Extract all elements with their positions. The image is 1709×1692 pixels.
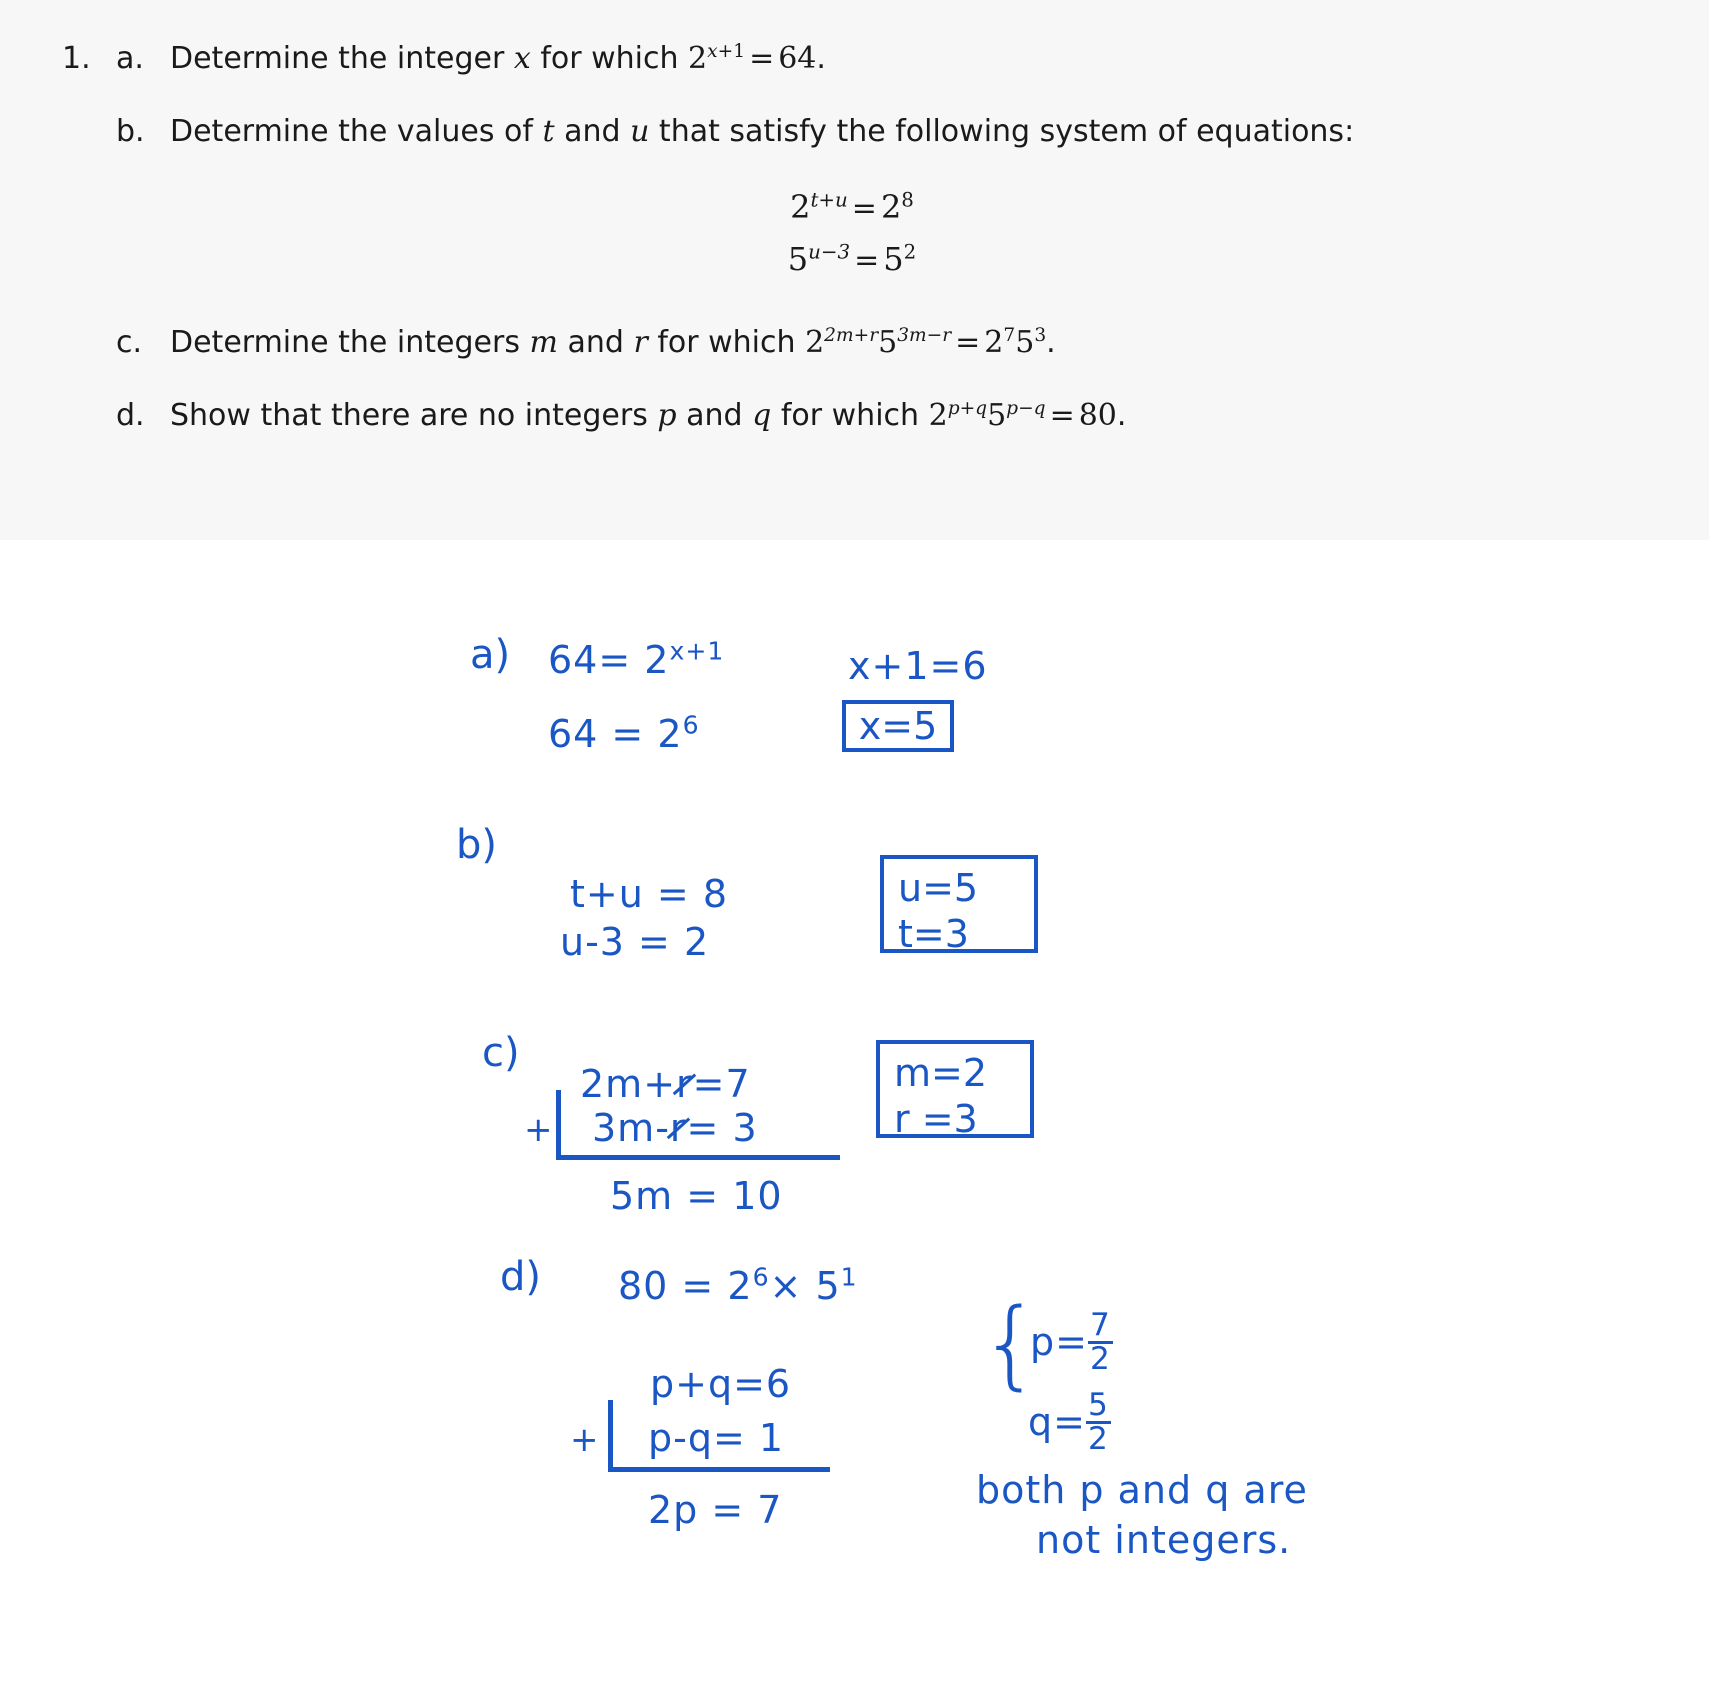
problem-text-c: Determine the integers m and r for which $2^{2m+r}5^{3m-r} = 2^75^3$.: [170, 324, 1056, 360]
problem-text-b: Determine the values of t and u that satisfy the following system of equations:: [170, 114, 1355, 149]
fraction-q-numerator: 5: [1087, 1387, 1109, 1423]
handwritten-a-line1: $64= 2^{x+1}$: [548, 636, 725, 682]
system-equation-1: $2^{t+u} = 2^8$: [790, 188, 914, 226]
problem-letter-d: d.: [116, 397, 145, 433]
fraction-q-denominator: 2: [1087, 1421, 1109, 1458]
handwritten-c-plus: +: [524, 1110, 553, 1150]
problem-text-a: Determine the integer x for which $2^{x+1} = 64$.: [170, 41, 826, 76]
system-of-equations: [62, 182, 1642, 286]
answer-box-a: x=5: [842, 700, 954, 752]
fraction-p: [1088, 1307, 1113, 1378]
problem-text-d: Show that there are no integers p and q for which $2^{p+q}5^{p-q} = 80$.: [170, 397, 1127, 433]
handwritten-d-note-line2: not integers.: [1036, 1518, 1292, 1562]
var-m: m: [529, 324, 558, 360]
answer-box-c-line2: r =3: [894, 1097, 978, 1142]
fraction-p-numerator: 7: [1089, 1307, 1111, 1343]
problem-item-d: [62, 393, 1642, 438]
var-x: x: [513, 41, 531, 76]
answer-box-c: [876, 1040, 1034, 1142]
cancelled-r-2: r: [669, 1106, 687, 1150]
cancelled-r-1: r: [676, 1062, 693, 1106]
handwritten-d-exp1: 6: [752, 1262, 770, 1292]
handwritten-a-exp1: x+1: [669, 636, 725, 666]
problem-letter-b: b.: [116, 114, 145, 149]
var-t: t: [542, 114, 555, 149]
handwritten-brace: {: [980, 1288, 1042, 1400]
var-p: p: [657, 397, 677, 433]
problem-item-c: [62, 320, 1642, 365]
handwritten-d-q-value: q= $\frac{5}{2}$: [1028, 1387, 1109, 1458]
system-equation-2: $5^{u-3} = 5^2$: [787, 239, 917, 278]
answer-box-b-line1: u=5: [898, 866, 979, 910]
handwritten-c-sum: 5m = 10: [610, 1174, 783, 1218]
handwritten-d-plus: +: [570, 1420, 599, 1460]
answer-box-b-line2: t=3: [898, 912, 969, 957]
handwritten-b-line2: u-3 = 2: [560, 920, 710, 964]
fraction-q: [1086, 1387, 1111, 1458]
problem-number: 1.: [62, 41, 91, 76]
handwritten-d-exp2: 1: [840, 1262, 858, 1292]
fraction-p-denominator: 2: [1089, 1341, 1111, 1378]
handwritten-d-p-value: p= $\frac{7}{2}$: [1030, 1307, 1111, 1378]
handwritten-d-sum: 2p = 7: [648, 1488, 783, 1532]
problem-letter-a: a.: [116, 41, 144, 76]
expr-a-value: 64: [778, 41, 817, 76]
handwritten-d-note-line1: both p and q are: [976, 1468, 1308, 1512]
var-u: u: [630, 114, 650, 149]
answer-box-c-line1: m=2: [894, 1051, 988, 1095]
expr-a-exponent: x+1: [707, 41, 746, 62]
handwritten-label-c: c): [482, 1030, 520, 1076]
printed-problem-band: [0, 0, 1709, 540]
handwritten-label-a: a): [470, 632, 511, 678]
var-q: q: [752, 397, 772, 433]
problem-letter-c: c.: [116, 324, 143, 360]
handwritten-d-line2: p+q=6: [650, 1362, 792, 1406]
handwritten-d-line3: p-q= 1: [648, 1416, 785, 1460]
handwritten-label-d: d): [500, 1254, 541, 1300]
handwritten-d-line1: $80 = 2^6\times 5^1$: [618, 1262, 858, 1308]
problem-item-b: [62, 109, 1642, 154]
handwritten-label-b: b): [456, 822, 497, 868]
handwritten-a-line2: $64 = 2^6$: [548, 710, 700, 756]
handwritten-c-line1: 2m+r=7: [580, 1062, 751, 1106]
answer-box-b: [880, 855, 1038, 957]
handwritten-a-exp2: 6: [682, 710, 700, 740]
handwritten-c-line2: 3m-r= 3: [592, 1106, 758, 1150]
handwritten-b-line1: t+u = 8: [570, 872, 728, 916]
problem-item-a: [62, 36, 1642, 81]
expr-a-base: 2: [688, 41, 708, 76]
printed-problem-content: [62, 36, 1642, 466]
var-r: r: [633, 324, 648, 360]
handwritten-a-side: x+1=6: [848, 644, 988, 688]
